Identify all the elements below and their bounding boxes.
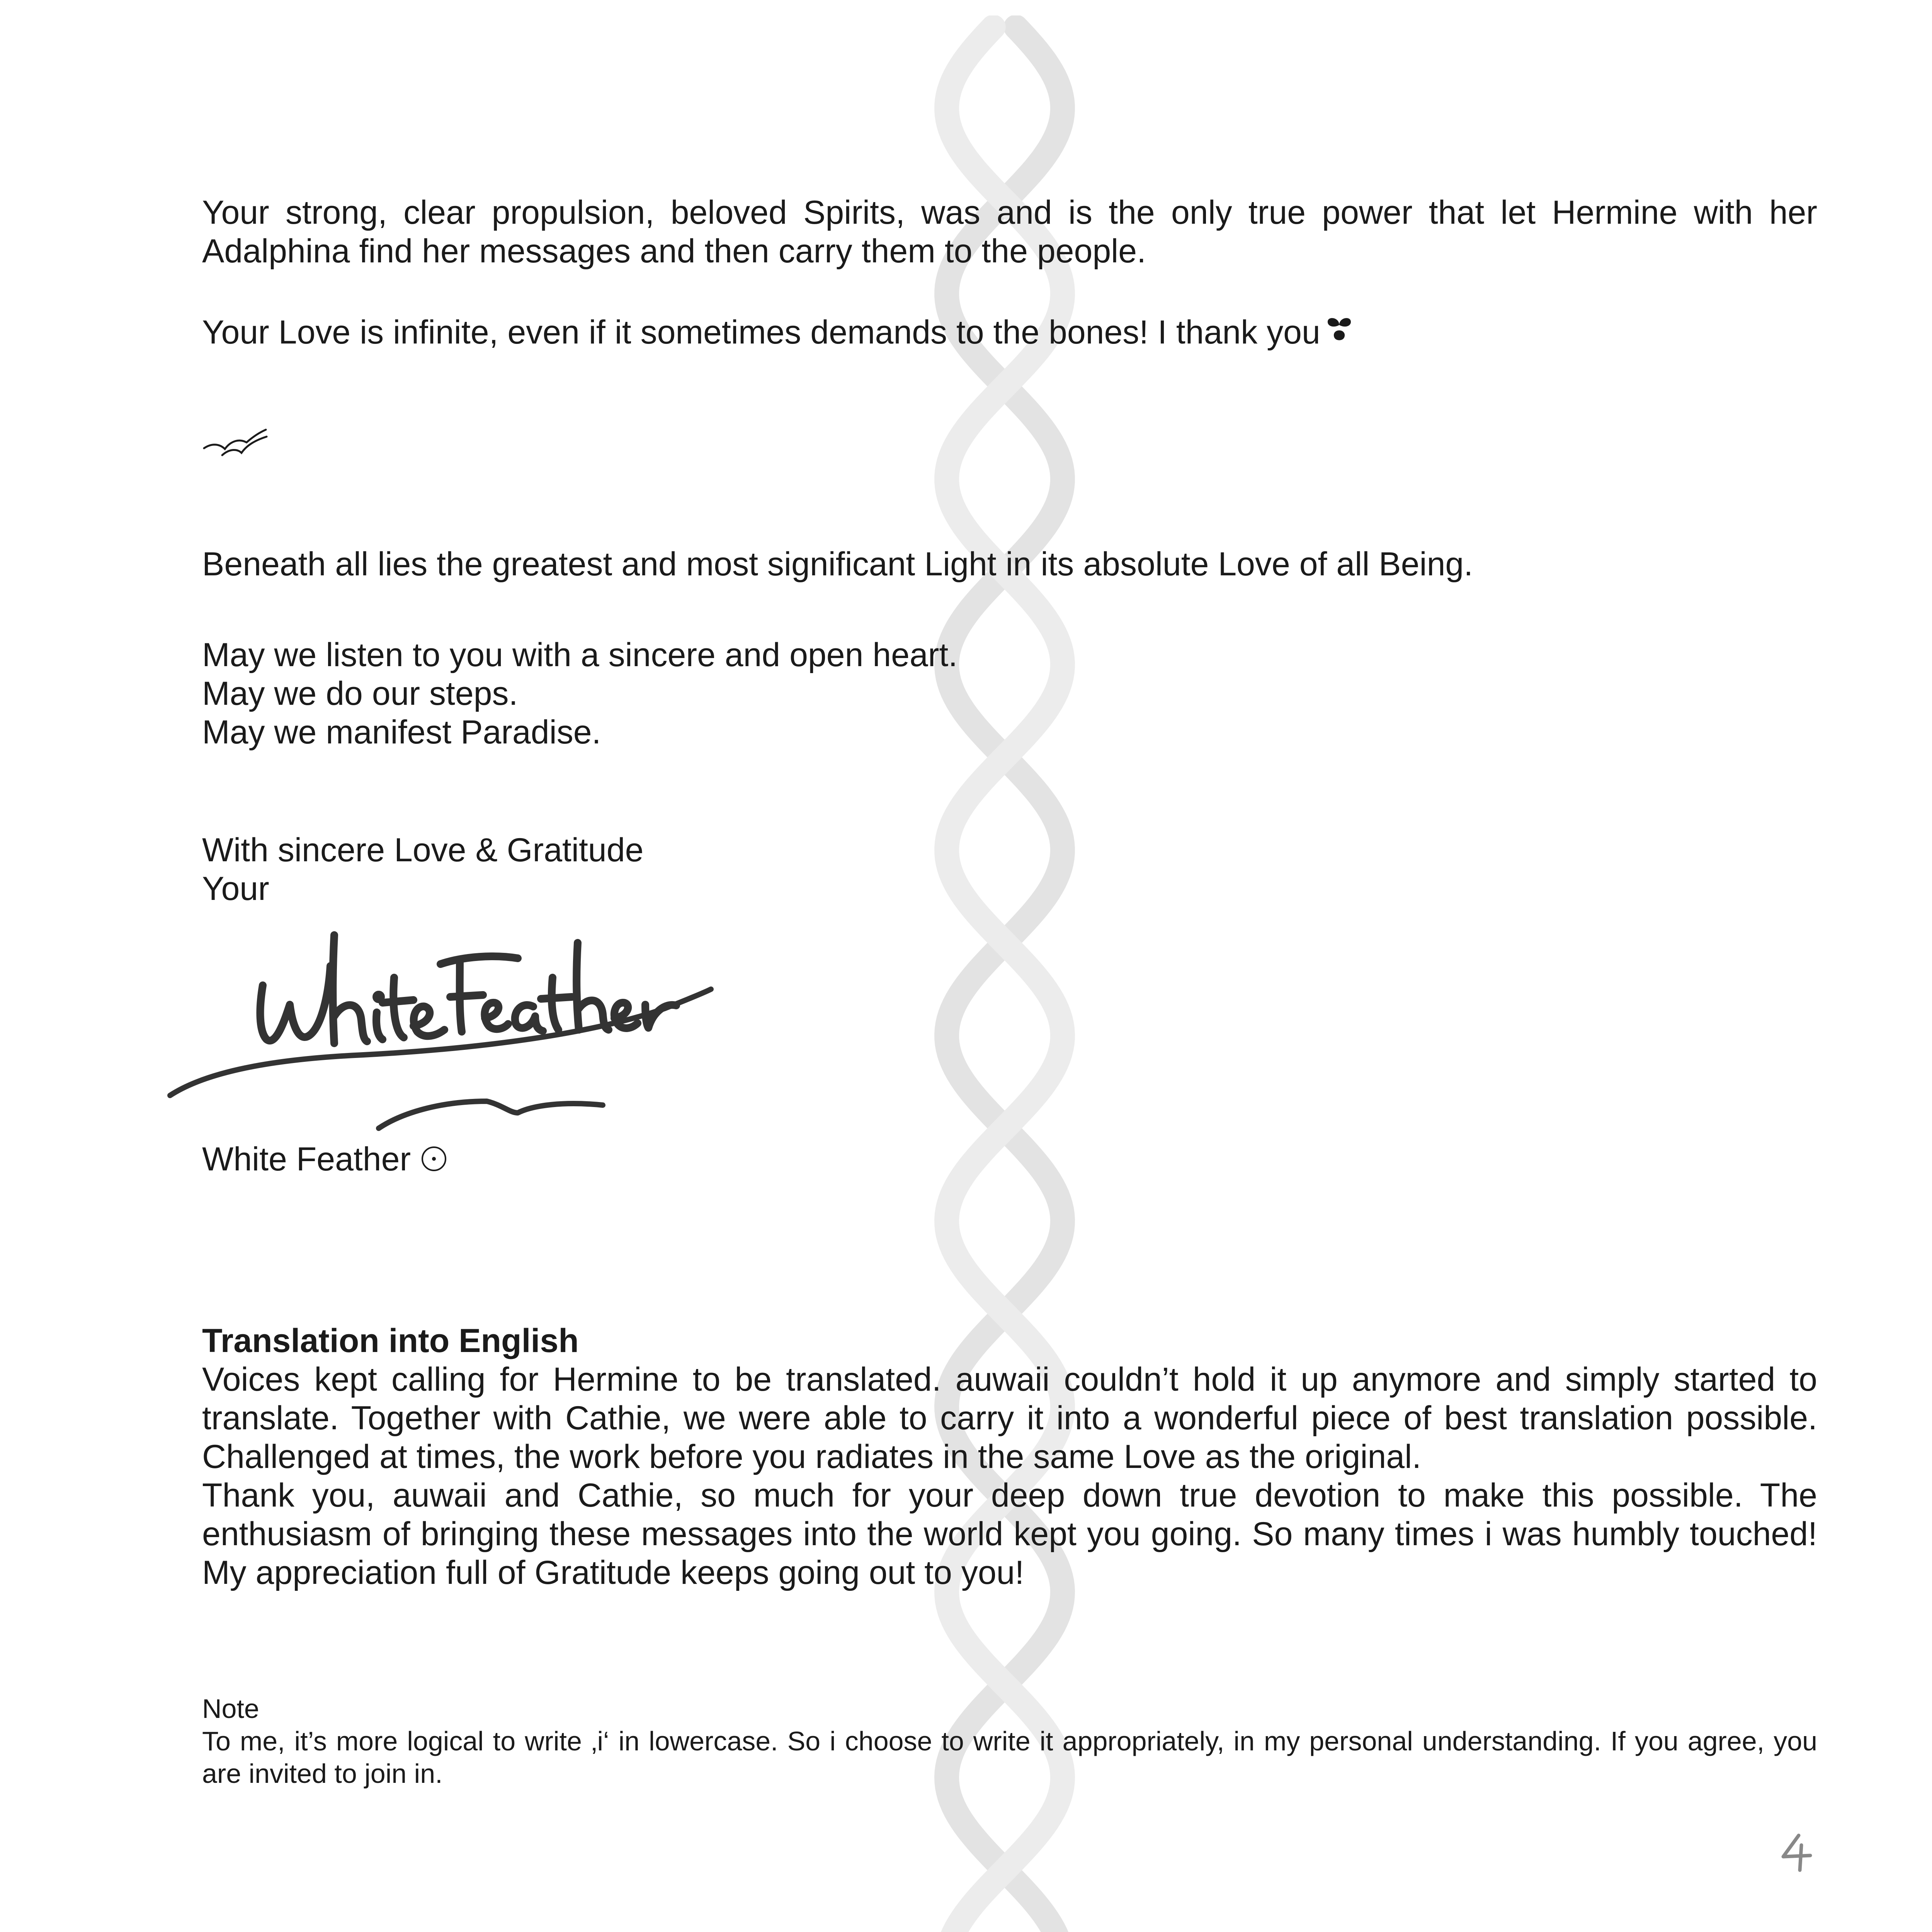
signature-name-line [202, 1140, 1817, 1179]
closing-block [202, 831, 1817, 908]
note-body: To me, it’s more logical to write ‚i‘ in lowercase. So i choose to write it appropriately, in my personal understanding. If you agree, you are invited to join in. [202, 1726, 1817, 1789]
note-title: Note [202, 1694, 259, 1724]
note-section [202, 1692, 1817, 1790]
section-heading: Translation into English [202, 1322, 579, 1359]
blessing-line: May we manifest Paradise. [202, 714, 601, 751]
blessings-list [202, 636, 1817, 752]
page-number [1777, 1832, 1816, 1874]
translation-paragraph: Voices kept calling for Hermine to be translated. auwaii couldn’t hold it up anymore and simply started to translate. Together with Cathie, we were able to carry it into a wonderful piece of best translation possible. Challenged at times, the work before you radiates in the same Love as the original. [202, 1361, 1817, 1475]
paragraph-beneath-light [202, 545, 1817, 583]
circled-dot-icon [420, 1145, 448, 1173]
signature-name: White Feather [202, 1141, 411, 1178]
paragraph-infinite-love [202, 313, 1817, 352]
blessing-line: May we listen to you with a sincere and open heart. [202, 636, 958, 673]
closing-line: With sincere Love & Gratitude [202, 832, 644, 869]
paragraph-text: Your strong, clear propulsion, beloved Spirits, was and is the only true power that let Hermine with her Adalphina find her messages and then carry them to the people. [202, 194, 1817, 270]
translation-section [202, 1321, 1817, 1592]
blessing-line: May we do our steps. [202, 675, 518, 712]
birds-icon [201, 421, 270, 464]
handwritten-signature [162, 920, 726, 1136]
heart-icon [1326, 313, 1353, 344]
paragraph-line [202, 313, 1817, 352]
double-helix-decoration [920, 15, 1090, 1932]
closing-line: Your [202, 870, 269, 907]
paragraph-text: Beneath all lies the greatest and most significant Light in its absolute Love of all Being. [202, 546, 1473, 583]
signature-name-block [202, 1140, 1817, 1179]
paragraph-text: Your Love is infinite, even if it sometimes demands to the bones! I thank you [202, 314, 1320, 351]
translation-paragraph: Thank you, auwaii and Cathie, so much for your deep down true devotion to make this possible. The enthusiasm of bringing these messages into the world kept you going. So many times i was humbly touched! My appreciation full of Gratitude keeps going out to you! [202, 1477, 1817, 1591]
paragraph-propulsion [202, 193, 1817, 270]
